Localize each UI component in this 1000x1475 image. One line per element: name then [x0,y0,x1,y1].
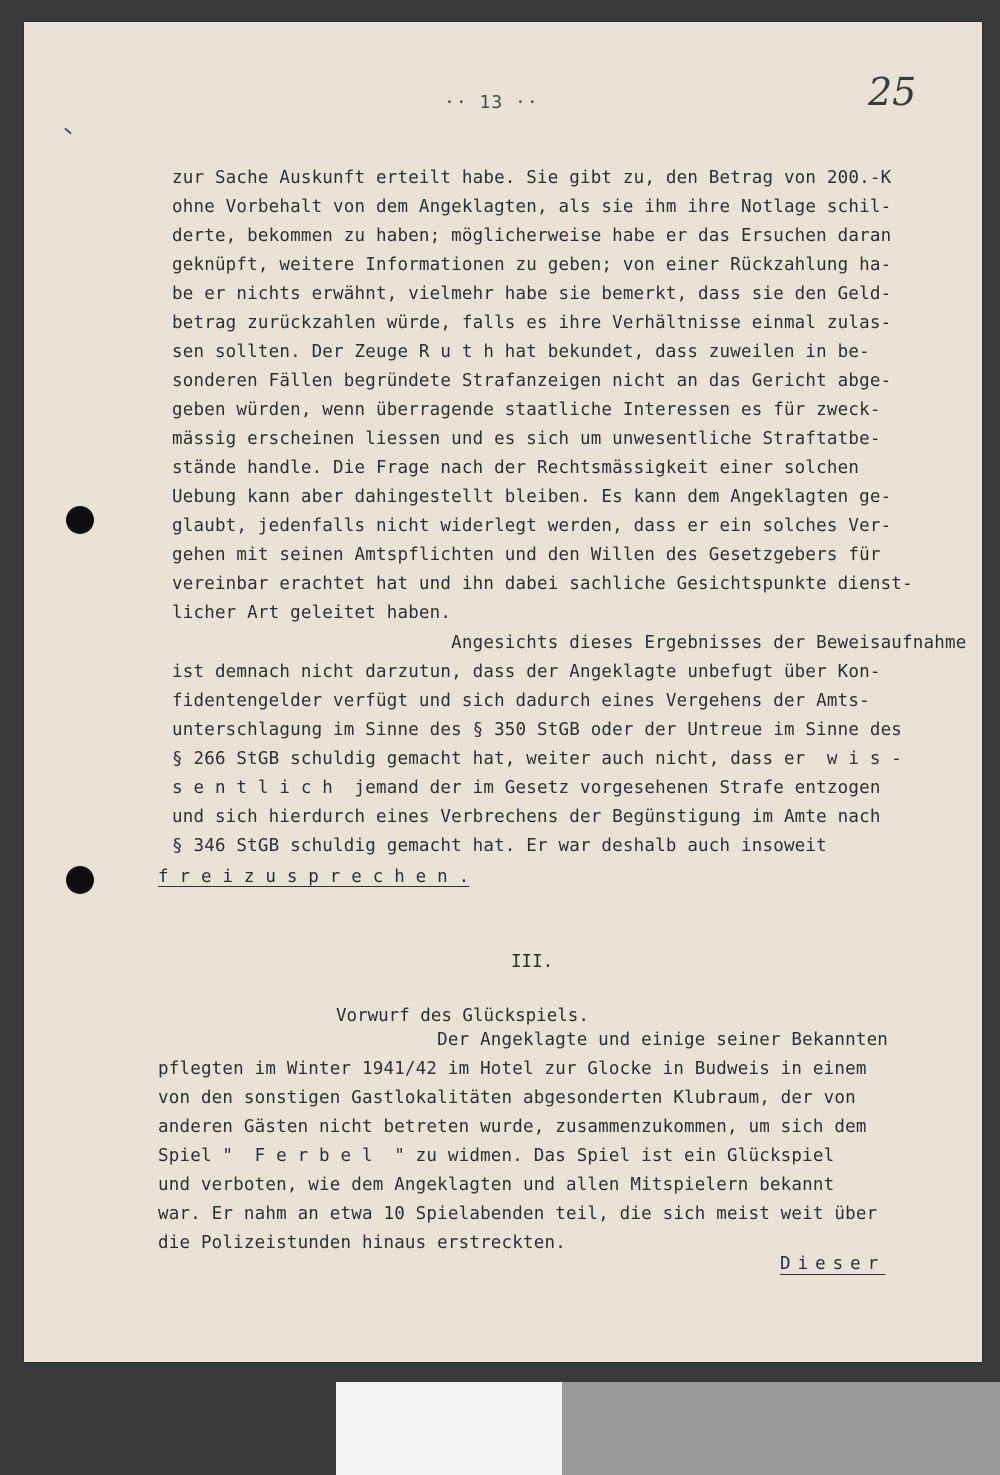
punch-hole-top [66,506,94,534]
text-line: betrag zurückzahlen würde, falls es ihre Verhältnisse einmal zulas- [172,313,892,333]
text-line: § 266 StGB schuldig gemacht hat, weiter auch nicht, dass er w i s - [172,749,903,769]
text-line: anderen Gästen nicht betreten wurde, zusammenzukommen, um sich dem [158,1117,867,1137]
text-line: Der Angeklagte und einige seiner Bekannten [158,1030,889,1050]
text-line: s e n t l i c h jemand der im Gesetz vorgesehenen Strafe entzogen [172,778,881,798]
text-line: gehen mit seinen Amtspflichten und den Willen des Gesetzgebers für [172,545,881,565]
text-line: zur Sache Auskunft erteilt habe. Sie gibt zu, den Betrag von 200.-K [172,168,892,188]
catchword: Dieser [780,1254,886,1274]
text-line: mässig erscheinen liessen und es sich um unwesentliche Straftatbe- [172,429,881,449]
text-line: fidentengelder verfügt und sich dadurch eines Vergehens der Amts- [172,691,870,711]
acquittal-word: f r e i z u s p r e c h e n . [158,867,470,887]
folio-number: 25 [868,70,917,114]
text-line: und verboten, wie dem Angeklagten und allen Mitspielern bekannt [158,1175,835,1195]
text-line: glaubt, jedenfalls nicht widerlegt werden, dass er ein solches Ver- [172,516,892,536]
text-line: vereinbar erachtet hat und ihn dabei sachliche Gesichtspunkte dienst- [172,574,913,594]
text-line: und sich hierdurch eines Verbrechens der Begünstigung im Amte nach [172,807,881,827]
text-line: derte, bekommen zu haben; möglicherweise habe er das Ersuchen daran [172,226,892,246]
text-line: geknüpft, weitere Informationen zu geben; von einer Rückzahlung ha- [172,255,892,275]
text-line: pflegten im Winter 1941/42 im Hotel zur Glocke in Budweis in einem [158,1059,867,1079]
text-line: Spiel " F e r b e l " zu widmen. Das Spiel ist ein Glückspiel [158,1146,835,1166]
text-line: war. Er nahm an etwa 10 Spielabenden teil, die sich meist weit über [158,1204,878,1224]
text-line: be er nichts erwähnt, vielmehr habe sie bemerkt, dass sie den Geld- [172,284,892,304]
text-line: licher Art geleitet haben. [172,603,452,623]
text-line: Angesichts dieses Ergebnisses der Beweisaufnahme [172,633,967,653]
text-line: stände handle. Die Frage nach der Rechtsmässigkeit einer solchen [172,458,860,478]
document-page [24,22,982,1362]
text-line: Uebung kann aber dahingestellt bleiben. Es kann dem Angeklagten ge- [172,487,892,507]
text-line: sen sollten. Der Zeuge R u t h hat bekundet, dass zuweilen in be- [172,342,870,362]
text-line: von den sonstigen Gastlokalitäten abgesonderten Klubraum, der von [158,1088,856,1108]
text-line: ist demnach nicht darzutun, dass der Angeklagte unbefugt über Kon- [172,662,881,682]
text-line: die Polizeistunden hinaus erstreckten. [158,1233,566,1253]
text-line: sonderen Fällen begründete Strafanzeigen nicht an das Gericht abge- [172,371,892,391]
page-header: ·· 13 ·· [444,92,539,113]
section-title: Vorwurf des Glückspiels. [336,1006,589,1026]
scan-calibration-white [336,1382,562,1475]
text-line: ohne Vorbehalt von dem Angeklagten, als sie ihm ihre Notlage schil- [172,197,892,217]
margin-mark [64,128,71,135]
text-line: § 346 StGB schuldig gemacht hat. Er war deshalb auch insoweit [172,836,827,856]
scan-calibration-gray [562,1382,1000,1475]
text-line: unterschlagung im Sinne des § 350 StGB oder der Untreue im Sinne des [172,720,903,740]
punch-hole-bottom [66,866,94,894]
section-number: III. [511,952,554,972]
text-line: geben würden, wenn überragende staatliche Interessen es für zweck- [172,400,881,420]
